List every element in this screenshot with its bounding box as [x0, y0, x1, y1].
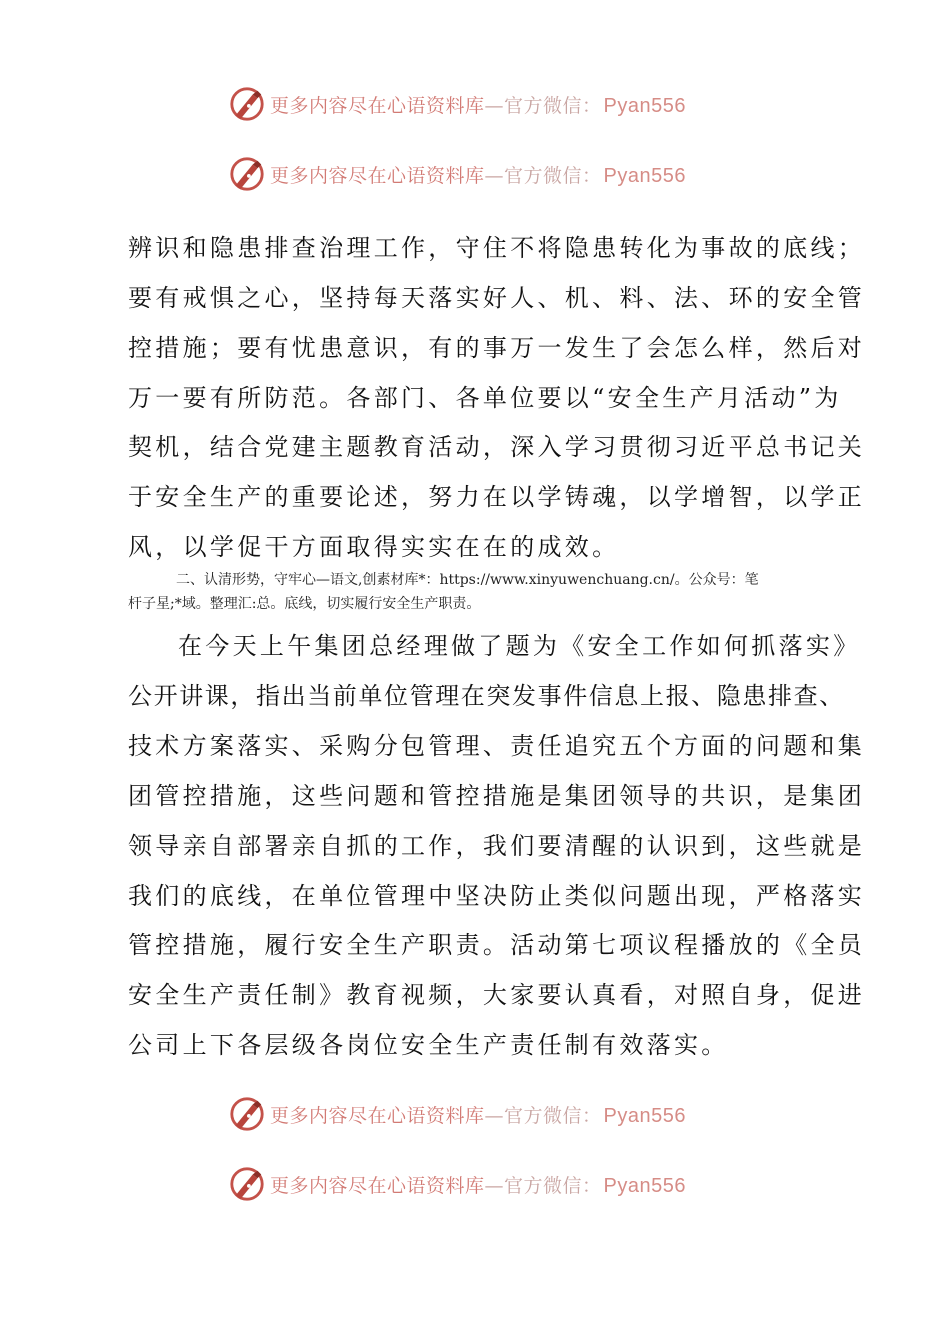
banner-title: 更多内容尽在心语资料库	[270, 164, 485, 187]
body-line: 领导亲自部署亲自抓的工作，我们要清醒的认识到，这些就是	[128, 832, 866, 860]
heading-line: 杆子星;*域。整理汇:总。底线，切实履行安全生产职责。	[128, 596, 481, 612]
pen-logo-icon	[228, 85, 266, 123]
body-line: 万一要有所防范。各部门、各单位要以“安全生产月活动”为	[128, 384, 842, 412]
banner-wechat-id: Pyan556	[603, 1104, 686, 1127]
banner-subtitle: 官方微信：	[504, 164, 602, 187]
banner-dash: —	[484, 1104, 505, 1127]
pen-logo-icon	[228, 155, 266, 193]
banner-subtitle: 官方微信：	[504, 94, 602, 117]
banner-title: 更多内容尽在心语资料库	[270, 1174, 485, 1197]
banner-wechat-id: Pyan556	[603, 94, 686, 117]
body-line: 技术方案落实、采购分包管理、责任追究五个方面的问题和集	[128, 732, 866, 760]
banner-subtitle: 官方微信：	[504, 1104, 602, 1127]
body-line: 团管控措施，这些问题和管控措施是集团领导的共识，是集团	[128, 782, 866, 810]
banner-wechat-id: Pyan556	[603, 164, 686, 187]
watermark-banner	[228, 84, 728, 124]
body-line: 要有戒惧之心，坚持每天落实好人、机、料、法、环的安全管	[128, 284, 866, 312]
body-line: 管控措施，履行安全生产职责。活动第七项议程播放的《全员	[128, 931, 866, 959]
banner-title: 更多内容尽在心语资料库	[270, 94, 485, 117]
banner-wechat-id: Pyan556	[603, 1174, 686, 1197]
banner-subtitle: 官方微信：	[504, 1174, 602, 1197]
body-line: 在今天上午集团总经理做了题为《安全工作如何抓落实》	[178, 632, 861, 660]
body-line: 契机，结合党建主题教育活动，深入学习贯彻习近平总书记关	[128, 433, 866, 461]
body-line: 我们的底线，在单位管理中坚决防止类似问题出现，严格落实	[128, 882, 866, 910]
body-line: 控措施；要有忧患意识，有的事万一发生了会怎么样，然后对	[128, 334, 866, 362]
body-line: 安全生产责任制》教育视频，大家要认真看，对照自身，促进	[128, 981, 866, 1009]
banner-title: 更多内容尽在心语资料库	[270, 1104, 485, 1127]
body-line: 公开讲课，指出当前单位管理在突发事件信息上报、隐患排查、	[128, 682, 845, 710]
watermark-banner	[228, 154, 728, 194]
pen-logo-icon	[228, 1165, 266, 1203]
banner-dash: —	[484, 1174, 505, 1197]
watermark-banner	[228, 1094, 728, 1134]
body-line: 风，以学促干方面取得实实在在的成效。	[128, 533, 620, 561]
pen-logo-icon	[228, 1095, 266, 1133]
watermark-banner	[228, 1164, 728, 1204]
body-line: 于安全生产的重要论述，努力在以学铸魂，以学增智，以学正	[128, 483, 866, 511]
body-line: 辨识和隐患排查治理工作，守住不将隐患转化为事故的底线；	[128, 234, 866, 262]
heading-line: 二、认清形势，守牢心—语文,创素材库*：https://www.xinyuwenchuang.cn/。公众号：笔	[176, 572, 759, 588]
banner-dash: —	[484, 94, 505, 117]
body-line: 公司上下各层级各岗位安全生产责任制有效落实。	[128, 1031, 729, 1059]
banner-dash: —	[484, 164, 505, 187]
